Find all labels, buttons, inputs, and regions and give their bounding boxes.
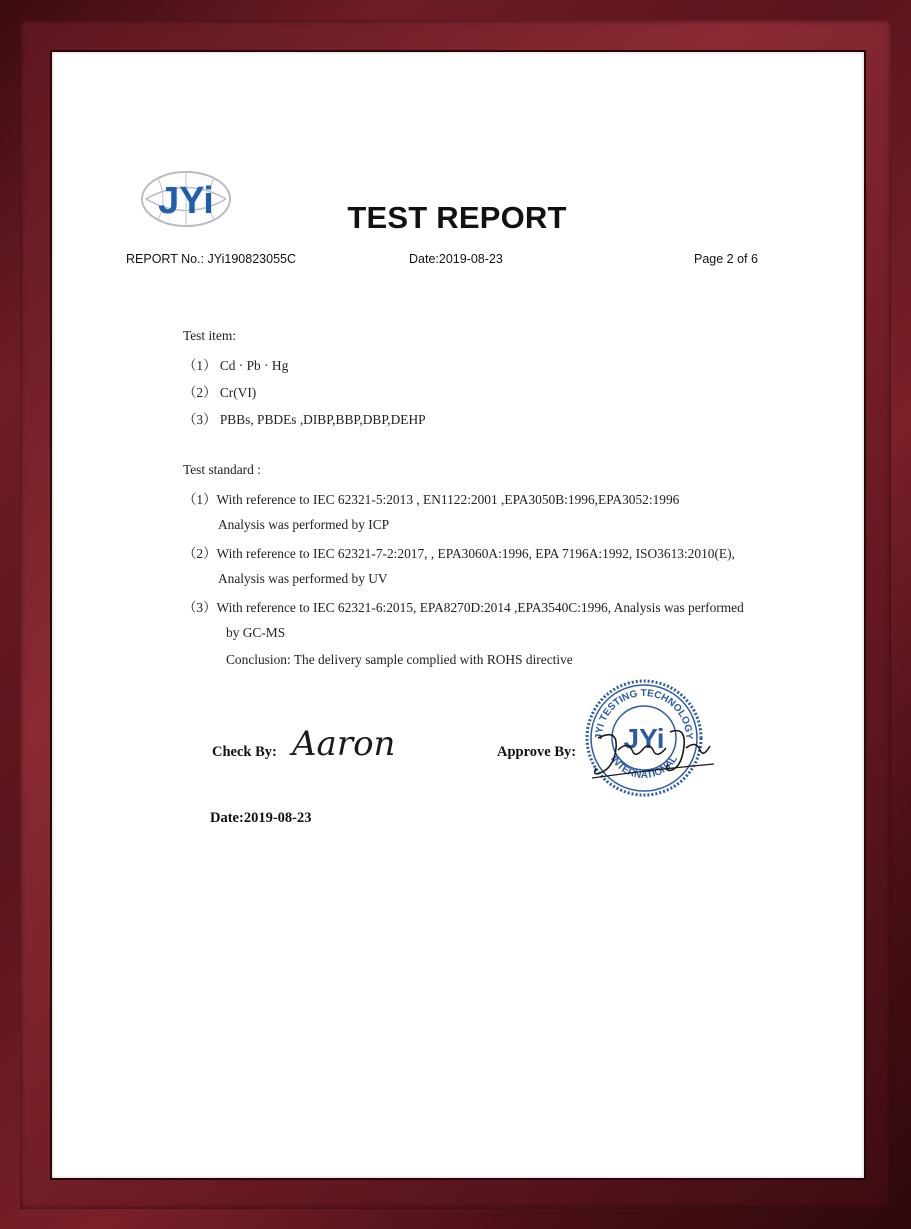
page-number: Page 2 of 6: [694, 252, 758, 266]
approve-signature: [588, 718, 718, 788]
test-item-3: （3） PBBs, PBDEs ,DIBP,BBP,DBP,DEHP: [183, 412, 426, 427]
test-standard-3: （3）With reference to IEC 62321-6:2015, EPA8270D:2014 ,EPA3540C:1996, Analysis was performed: [183, 600, 744, 615]
test-standard-1-analysis: Analysis was performed by ICP: [218, 517, 390, 532]
conclusion: Conclusion: The delivery sample complied with ROHS directive: [226, 652, 573, 667]
logo-text: JYi: [158, 180, 214, 222]
approve-by-label: Approve By:: [497, 744, 577, 760]
test-item-heading: Test item:: [183, 328, 236, 343]
jyi-logo: [138, 170, 234, 228]
test-standard-heading: Test standard :: [183, 462, 261, 477]
test-item-2: （2） Cr(VI): [183, 385, 257, 400]
test-standard-1: （1）With reference to IEC 62321-5:2013 , EN1122:2001 ,EPA3050B:1996,EPA3052:1996: [183, 492, 680, 507]
report-title: TEST REPORT: [347, 200, 567, 235]
test-standard-2-analysis: Analysis was performed by UV: [218, 571, 388, 586]
report-date: Date:2019-08-23: [409, 252, 503, 266]
check-signature: Aaron: [292, 724, 396, 764]
svg-text:INTERNATIONAL: INTERNATIONAL: [608, 753, 680, 782]
svg-text:JYI TESTING TECHNOLOGY: JYI TESTING TECHNOLOGY: [593, 687, 695, 740]
report-number: REPORT No.: JYi190823055C: [126, 252, 297, 266]
test-standard-3-analysis: by GC-MS: [226, 625, 286, 640]
test-standard-2: （2）With reference to IEC 62321-7-2:2017, , EPA3060A:1996, EPA 7196A:1992, ISO3613:2010(E),: [183, 546, 735, 561]
signature-date: Date:2019-08-23: [210, 810, 312, 826]
test-item-1: （1） Cd · Pb · Hg: [183, 358, 289, 373]
check-by-label: Check By:: [212, 744, 277, 760]
svg-text:JYi: JYi: [623, 723, 665, 754]
report-page: [52, 52, 864, 1178]
